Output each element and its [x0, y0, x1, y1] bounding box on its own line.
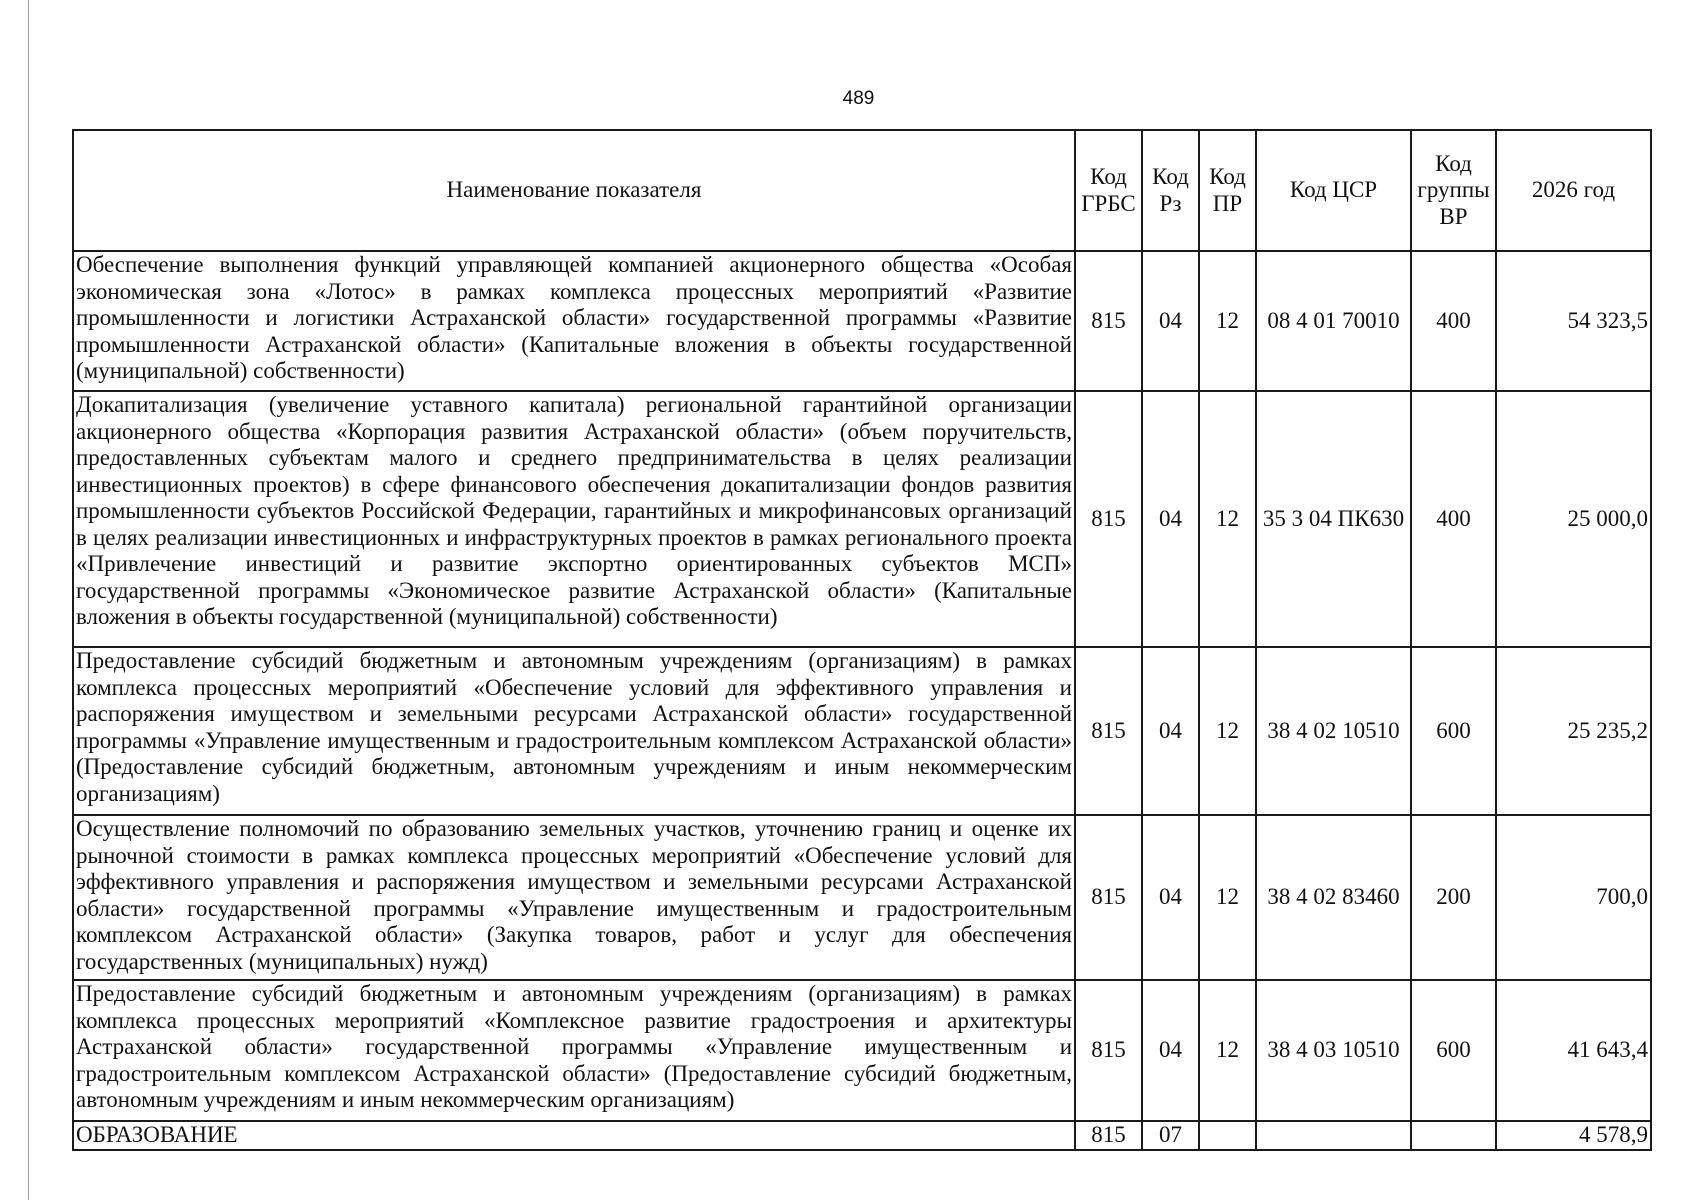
row-name: Обеспечение выполнения функций управляющей компанией акционерного общества «Особая экономическая зона «Лотос» в рамках комплекса процессных мероприятий «Развитие промышленности и логистики Астраханской области» государственной программы «Развитие промышленности Астраханской области» (Капитальные вложения в объекты государственной (муниципальной) собственности)	[73, 251, 1075, 391]
header-grbs: Код ГРБС	[1075, 130, 1142, 251]
row-pr: 12	[1199, 815, 1256, 980]
table-row	[73, 647, 1651, 815]
page-number: 489	[842, 88, 875, 109]
header-name: Наименование показателя	[73, 130, 1075, 251]
row-pr: 12	[1199, 980, 1256, 1121]
row-pr: 12	[1199, 251, 1256, 391]
row-csr: 38 4 03 10510	[1256, 980, 1411, 1121]
table-row	[73, 391, 1651, 647]
row-vr: 200	[1411, 815, 1496, 980]
header-pr: Код ПР	[1199, 130, 1256, 251]
header-vr: Код группы ВР	[1411, 130, 1496, 251]
table-header-row	[73, 130, 1651, 251]
row-pr: 12	[1199, 647, 1256, 815]
header-csr: Код ЦСР	[1256, 130, 1411, 251]
row-vr: 400	[1411, 251, 1496, 391]
row-grbs: 815	[1075, 980, 1142, 1121]
row-vr: 600	[1411, 647, 1496, 815]
row-rz: 04	[1142, 391, 1199, 647]
row-rz: 07	[1142, 1121, 1199, 1150]
budget-table	[72, 129, 1652, 1151]
row-vr: 600	[1411, 980, 1496, 1121]
row-vr	[1411, 1121, 1496, 1150]
row-rz: 04	[1142, 251, 1199, 391]
table-row	[73, 815, 1651, 980]
row-grbs: 815	[1075, 251, 1142, 391]
header-rz: Код Рз	[1142, 130, 1199, 251]
row-csr: 38 4 02 10510	[1256, 647, 1411, 815]
row-vr: 400	[1411, 391, 1496, 647]
row-rz: 04	[1142, 980, 1199, 1121]
row-amount: 4 578,9	[1496, 1121, 1651, 1150]
row-csr: 35 3 04 ПК630	[1256, 391, 1411, 647]
row-csr: 38 4 02 83460	[1256, 815, 1411, 980]
row-pr	[1199, 1121, 1256, 1150]
row-grbs: 815	[1075, 647, 1142, 815]
row-grbs: 815	[1075, 1121, 1142, 1150]
row-rz: 04	[1142, 647, 1199, 815]
table-row	[73, 980, 1651, 1121]
row-csr: 08 4 01 70010	[1256, 251, 1411, 391]
row-amount: 54 323,5	[1496, 251, 1651, 391]
row-amount: 700,0	[1496, 815, 1651, 980]
row-grbs: 815	[1075, 391, 1142, 647]
row-name: Предоставление субсидий бюджетным и автономным учреждениям (организациям) в рамках комплекса процессных мероприятий «Обеспечение условий для эффективного управления и распоряжения имуществом и земельными ресурсами Астраханской области» государственной программы «Управление имущественным и градостроительным комплексом Астраханской области» (Предоставление субсидий бюджетным, автономным учреждениям и иным некоммерческим организациям)	[73, 647, 1075, 815]
header-year: 2026 год	[1496, 130, 1651, 251]
table-row	[73, 1121, 1651, 1150]
row-name: Осуществление полномочий по образованию земельных участков, уточнению границ и оценке их рыночной стоимости в рамках комплекса процессных мероприятий «Обеспечение условий для эффективного управления и распоряжения имуществом и земельными ресурсами Астраханской области» государственной программы «Управление имущественным и градостроительным комплексом Астраханской области» (Закупка товаров, работ и услуг для обеспечения государственных (муниципальных) нужд)	[73, 815, 1075, 980]
row-amount: 25 235,2	[1496, 647, 1651, 815]
row-name: ОБРАЗОВАНИЕ	[73, 1121, 1075, 1150]
row-name: Предоставление субсидий бюджетным и автономным учреждениям (организациям) в рамках комплекса процессных мероприятий «Комплексное развитие градостроения и архитектуры Астраханской области» государственной программы «Управление имущественным и градостроительным комплексом Астраханской области» (Предоставление субсидий бюджетным, автономным учреждениям и иным некоммерческим организациям)	[73, 980, 1075, 1121]
row-name: Докапитализация (увеличение уставного капитала) региональной гарантийной организации акционерного общества «Корпорация развития Астраханской области» (объем поручительств, предоставленных субъектам малого и среднего предпринимательства в целях реализации инвестиционных проектов) в сфере финансового обеспечения докапитализации фондов развития промышленности субъектов Российской Федерации, гарантийных и микрофинансовых организаций в целях реализации инвестиционных и инфраструктурных проектов в рамках регионального проекта «Привлечение инвестиций и развитие экспортно ориентированных субъектов МСП» государственной программы «Экономическое развитие Астраханской области» (Капитальные вложения в объекты государственной (муниципальной) собственности)	[73, 391, 1075, 647]
row-amount: 25 000,0	[1496, 391, 1651, 647]
row-grbs: 815	[1075, 815, 1142, 980]
table-row	[73, 251, 1651, 391]
row-csr	[1256, 1121, 1411, 1150]
row-rz: 04	[1142, 815, 1199, 980]
row-pr: 12	[1199, 391, 1256, 647]
page-margin-line	[28, 0, 29, 1200]
row-amount: 41 643,4	[1496, 980, 1651, 1121]
